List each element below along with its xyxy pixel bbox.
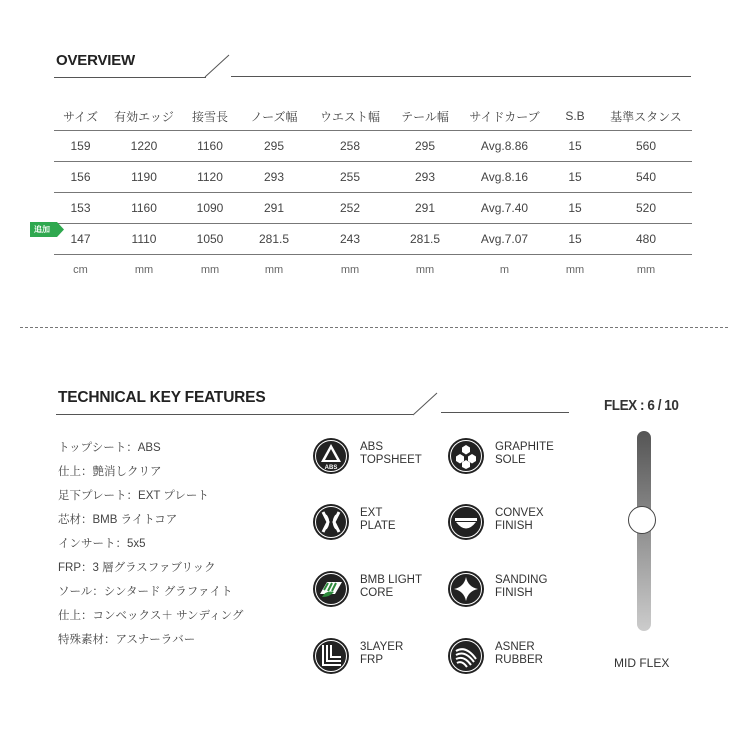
feature-label-line2: FINISH — [495, 587, 533, 599]
overview-slash-divider — [203, 54, 231, 78]
feature-asner-rubber — [447, 637, 577, 679]
table-cell: 1160 — [107, 193, 181, 224]
unit-cell: mm — [565, 264, 585, 276]
table-cell: 1220 — [107, 131, 181, 162]
table-cell: 258 — [309, 131, 391, 162]
flex-level-label: MID FLEX — [614, 656, 670, 670]
table-row — [54, 162, 692, 193]
column-header: サイズ — [62, 109, 99, 124]
table-row — [54, 224, 692, 255]
material-spec-list — [58, 436, 243, 652]
column-header: 基準スタンス — [610, 109, 682, 124]
table-cell: 1120 — [181, 162, 239, 193]
feature-label-line2: CORE — [360, 587, 394, 599]
column-header: 接雪長 — [191, 109, 228, 124]
3layer-frp-icon — [312, 637, 350, 675]
column-header: テール幅 — [401, 109, 449, 124]
list-item: 特殊素材：アスナーラバー — [58, 634, 196, 646]
unit-cell: mm — [200, 264, 220, 276]
list-item: FRP：3 層グラスファブリック — [58, 562, 216, 574]
table-cell: 1160 — [181, 131, 239, 162]
section-divider — [20, 327, 728, 328]
flex-gauge-knob — [628, 506, 656, 534]
table-cell: 153 — [54, 193, 107, 224]
table-row — [54, 193, 692, 224]
table-cell: 243 — [309, 224, 391, 255]
feature-label-line1: BMB LIGHT — [360, 574, 422, 586]
feature-label-line2: SOLE — [495, 454, 526, 466]
table-cell: 520 — [600, 193, 692, 224]
overview-title-underline — [54, 77, 206, 78]
feature-label — [495, 641, 543, 667]
convex-finish-icon — [447, 503, 485, 541]
table-cell: 159 — [54, 131, 107, 162]
spec-table-header-row — [54, 102, 692, 131]
table-row — [54, 131, 692, 162]
tech-title-underline — [56, 414, 413, 415]
feature-3layer-frp — [312, 637, 442, 679]
feature-sanding-finish — [447, 570, 577, 612]
unit-cell: m — [499, 264, 510, 276]
feature-ext-plate — [312, 503, 442, 545]
feature-label-line1: CONVEX — [495, 507, 544, 519]
unit-cell: mm — [340, 264, 360, 276]
table-cell: 255 — [309, 162, 391, 193]
overview-rule — [231, 76, 691, 77]
table-cell: 1050 — [181, 224, 239, 255]
table-cell: 291 — [391, 193, 459, 224]
ext-plate-icon — [312, 503, 350, 541]
units-row — [54, 255, 692, 286]
tech-rule — [441, 412, 569, 413]
list-item: インサート：5x5 — [58, 538, 146, 550]
feature-label-line1: ABS — [360, 441, 384, 453]
list-item: 芯材：BMB ライトコア — [58, 514, 178, 526]
tech-slash-divider — [411, 392, 439, 416]
table-cell: 560 — [600, 131, 692, 162]
new-size-badge — [30, 222, 64, 237]
feature-label-line2: FINISH — [495, 520, 533, 532]
table-cell: 281.5 — [391, 224, 459, 255]
table-cell: 293 — [239, 162, 309, 193]
column-header: ノーズ幅 — [250, 109, 298, 124]
feature-label-line1: GRAPHITE — [495, 441, 554, 453]
list-item: 仕上：コンベックス＋ サンディング — [58, 610, 244, 622]
feature-convex-finish — [447, 503, 577, 545]
feature-label-line2: TOPSHEET — [360, 454, 422, 466]
table-cell: 293 — [391, 162, 459, 193]
unit-cell: mm — [636, 264, 656, 276]
abs-icon-text: ABS — [324, 465, 338, 471]
feature-label — [495, 507, 544, 533]
table-cell: 281.5 — [239, 224, 309, 255]
feature-label-line1: 3LAYER — [360, 641, 404, 653]
unit-cell: mm — [415, 264, 435, 276]
unit-cell: mm — [134, 264, 154, 276]
feature-label-line1: EXT — [360, 507, 383, 519]
table-cell: 295 — [391, 131, 459, 162]
table-cell: 15 — [550, 131, 600, 162]
new-badge-label: 追加 — [34, 225, 50, 234]
feature-label — [360, 441, 422, 467]
column-header: 有効エッジ — [114, 109, 174, 124]
feature-label — [495, 441, 554, 467]
unit-cell: cm — [73, 264, 88, 276]
table-cell: 540 — [600, 162, 692, 193]
feature-label — [495, 574, 547, 600]
abs-topsheet-icon — [312, 437, 350, 475]
feature-label-line1: SANDING — [495, 574, 548, 586]
feature-label-line2: PLATE — [360, 520, 396, 532]
table-cell: 1090 — [181, 193, 239, 224]
column-header: S.B — [565, 109, 585, 123]
table-cell: 252 — [309, 193, 391, 224]
table-cell: Avg.7.07 — [459, 224, 550, 255]
graphite-sole-icon — [447, 437, 485, 475]
feature-label — [360, 507, 396, 533]
spec-table — [54, 102, 692, 285]
table-cell: Avg.8.16 — [459, 162, 550, 193]
table-cell: 1110 — [107, 224, 181, 255]
asner-rubber-icon — [447, 637, 485, 675]
list-item: 足下プレート：EXT プレート — [58, 490, 209, 502]
table-cell: Avg.7.40 — [459, 193, 550, 224]
column-header: ウエスト幅 — [319, 109, 380, 124]
feature-label-line2: RUBBER — [495, 654, 543, 666]
feature-label — [360, 574, 422, 600]
table-cell: 291 — [239, 193, 309, 224]
sanding-finish-icon — [447, 570, 485, 608]
feature-label — [360, 641, 403, 667]
overview-title: OVERVIEW — [56, 52, 135, 69]
table-cell: Avg.8.86 — [459, 131, 550, 162]
table-cell: 156 — [54, 162, 107, 193]
column-header: サイドカーブ — [469, 109, 540, 124]
table-cell: 15 — [550, 224, 600, 255]
table-cell: 15 — [550, 193, 600, 224]
table-cell: 295 — [239, 131, 309, 162]
bmb-light-core-icon — [312, 570, 350, 608]
table-cell: 147 — [54, 224, 107, 255]
feature-bmb-light-core — [312, 570, 442, 612]
feature-label-line2: FRP — [360, 654, 383, 666]
tech-title: TECHNICAL KEY FEATURES — [58, 389, 266, 406]
list-item: 仕上：艶消しクリア — [58, 466, 162, 478]
list-item: トップシート：ABS — [58, 442, 161, 454]
list-item: ソール：シンタード グラファイト — [58, 586, 233, 598]
table-cell: 1190 — [107, 162, 181, 193]
unit-cell: mm — [264, 264, 284, 276]
feature-graphite-sole — [447, 437, 577, 479]
feature-abs-topsheet — [312, 437, 442, 479]
feature-label-line1: ASNER — [495, 641, 535, 653]
flex-rating-title: FLEX : 6 / 10 — [604, 397, 679, 414]
table-cell: 480 — [600, 224, 692, 255]
table-cell: 15 — [550, 162, 600, 193]
